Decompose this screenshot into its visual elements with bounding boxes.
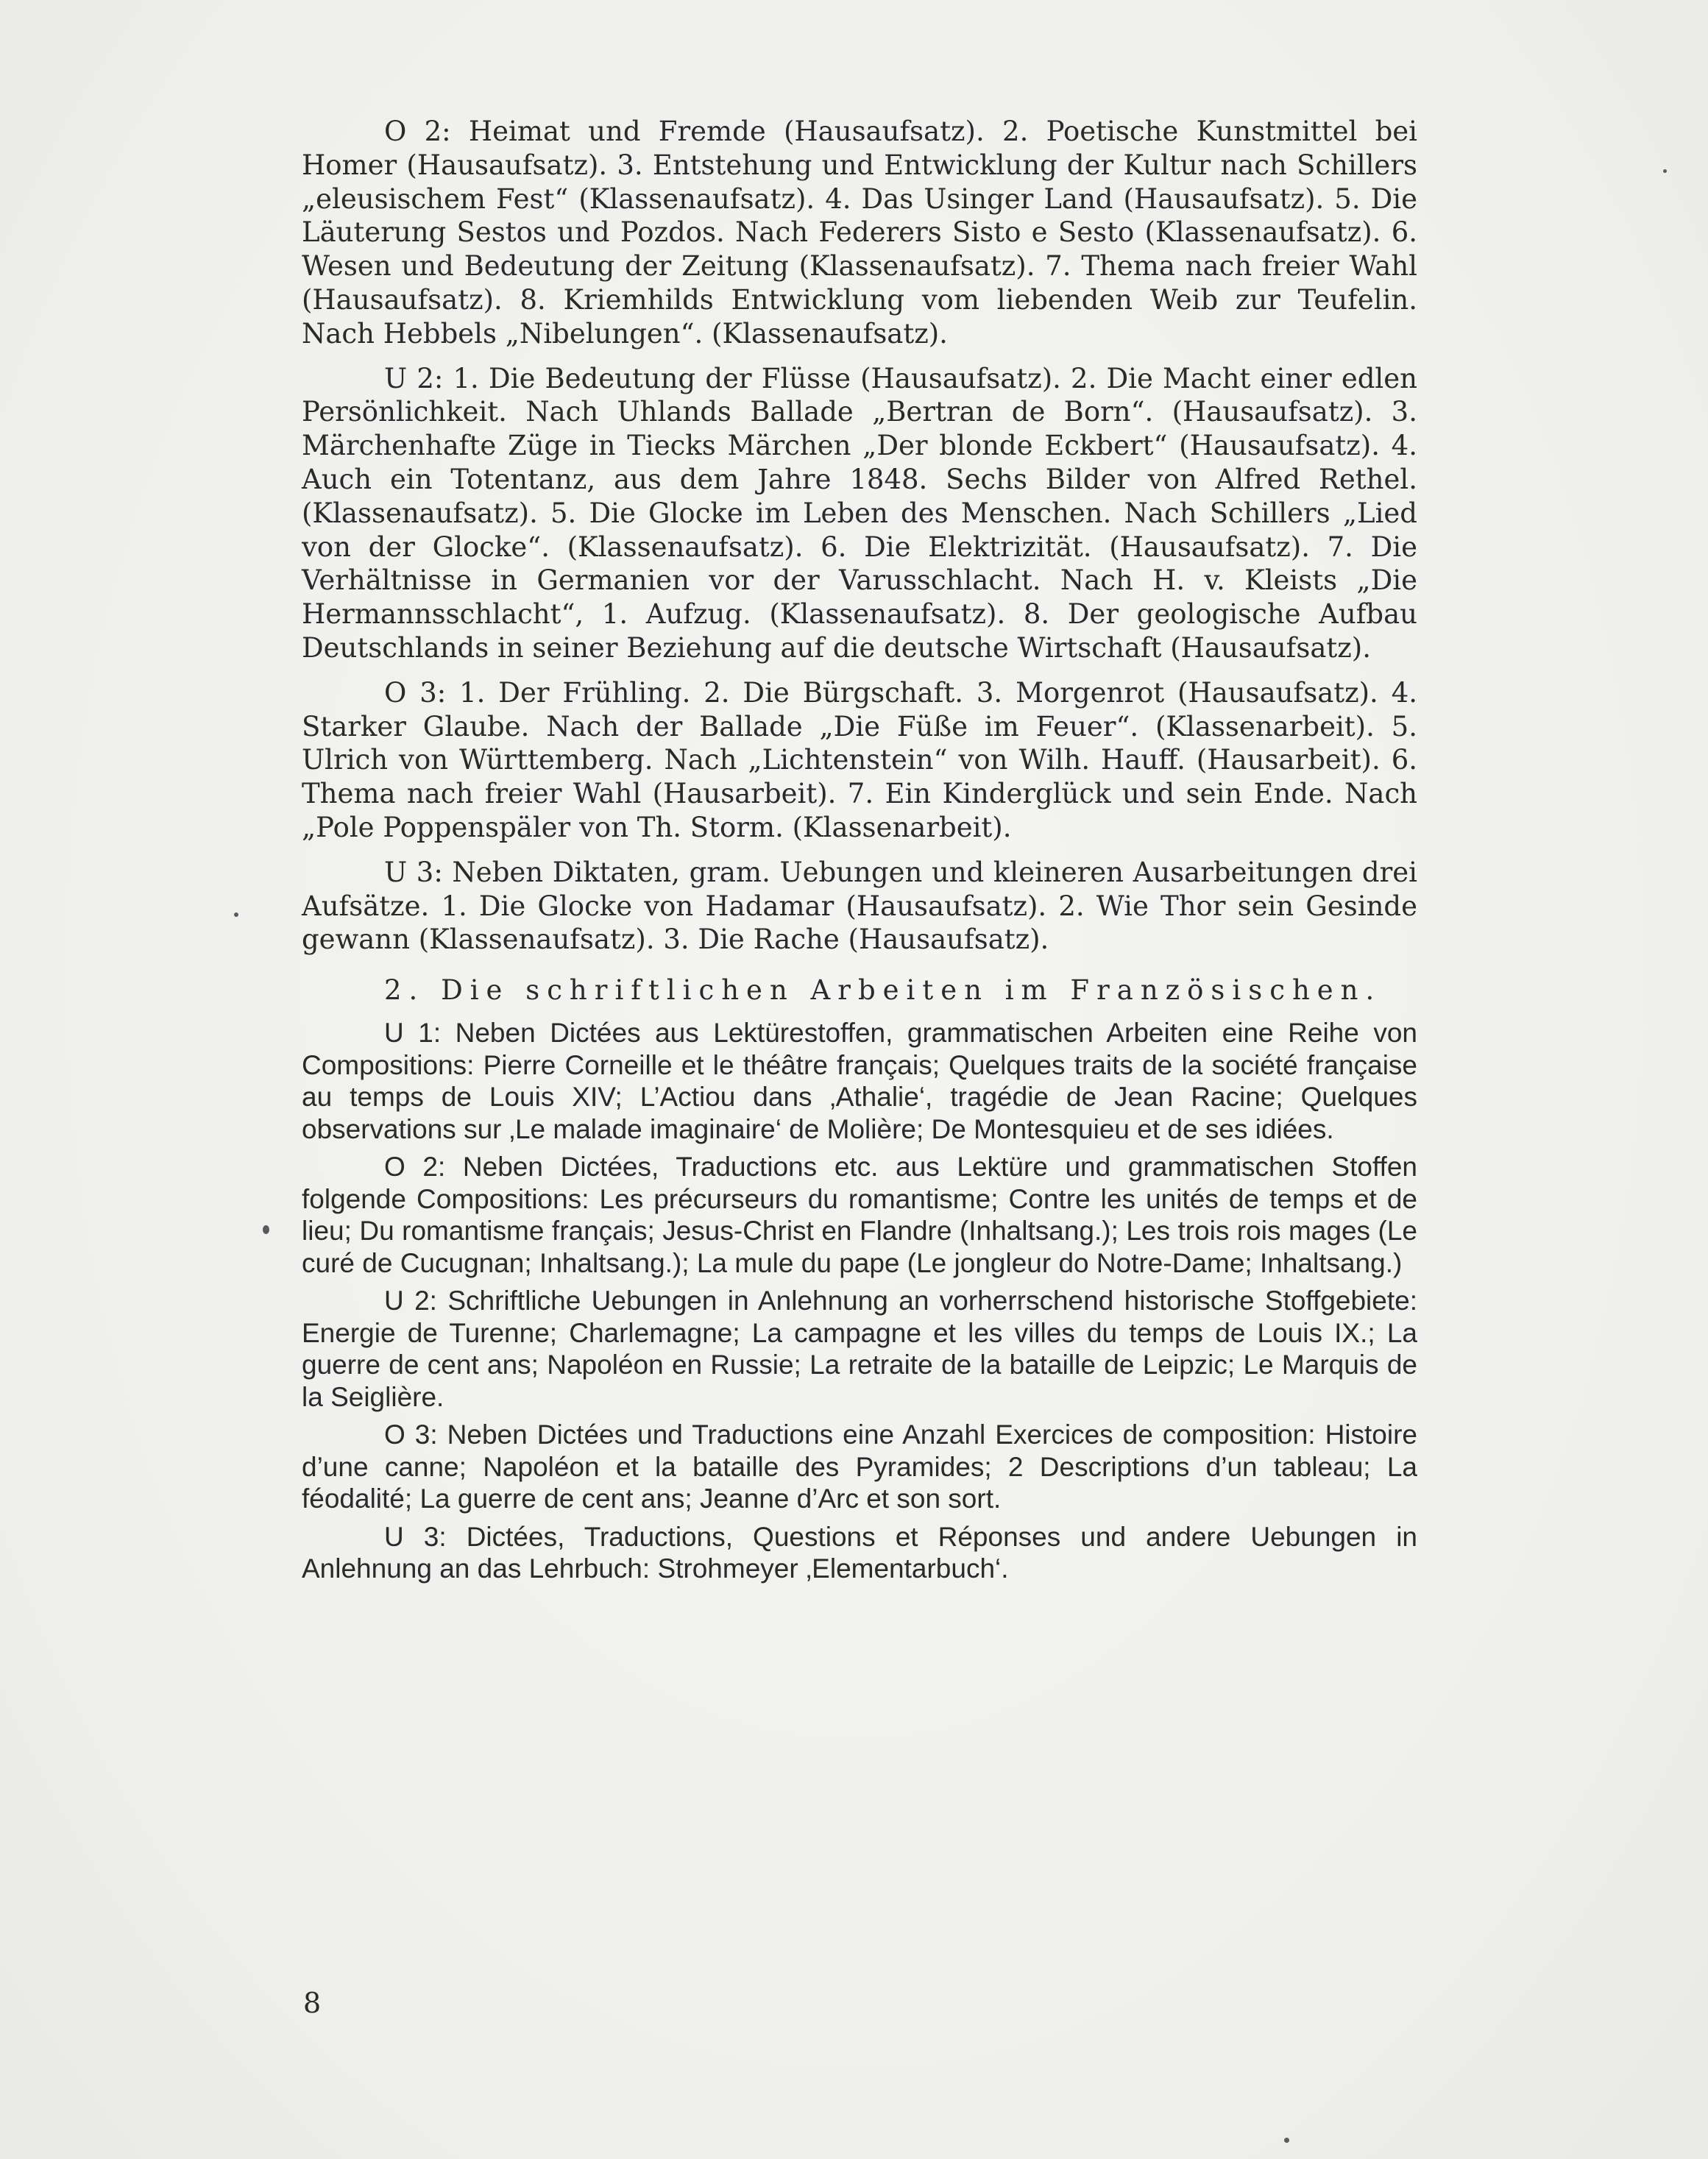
paper-speck bbox=[1663, 169, 1667, 173]
paragraph-o3-french: O 3: Neben Dictées und Traductions eine Anzahl Exercices de composition: Histoire d’une canne; Napoléon et la bataille des Pyramides; 2 Descriptions d’un tableau; La féodalité; La guerre de cent ans; Jeanne d’Arc et son sort. bbox=[302, 1419, 1417, 1514]
paragraph-u3-german: U 3: Neben Diktaten, gram. Uebungen und kleineren Ausarbeitungen drei Aufsätze. 1. Die Glocke von Hadamar (Hausaufsatz). 2. Wie Thor sein Gesinde gewann (Klassenaufsatz). 3. Die Rache (Hausaufsatz). bbox=[302, 856, 1417, 956]
paragraph-o2-french: O 2: Neben Dictées, Traductions etc. aus Lektüre und grammatischen Stoffen folgende Compositions: Les précurseurs du romantisme; Contre les unités de temps et de lieu; Du romantisme français; Jesus-Christ en Flandre (Inhaltsang.); Les trois rois mages (Le curé de Cucugnan; Inhaltsang.); La mule du pape (Le jongleur do Notre-Dame; Inhaltsang.) bbox=[302, 1152, 1417, 1278]
paragraph-u3-french: U 3: Dictées, Traductions, Questions et Réponses und andere Uebungen in Anlehnung an das Lehrbuch: Strohmeyer ‚Elementarbuch‘. bbox=[302, 1521, 1417, 1584]
paragraph-u2-french: U 2: Schriftliche Uebungen in Anlehnung an vorherrschend historische Stoffgebiete: Energie de Turenne; Charlemagne; La campagne et les villes du temps de Louis IX.; La guerre de cent ans; Napoléon en Russie; La retraite de la bataille de Leipzic; Le Marquis de la Seiglière. bbox=[302, 1286, 1417, 1412]
german-essays-section bbox=[302, 115, 1417, 957]
french-essays-section bbox=[302, 1017, 1417, 1585]
paper-speck bbox=[234, 912, 238, 917]
paragraph-o2-german: O 2: Heimat und Fremde (Hausaufsatz). 2. Poetische Kunstmittel bei Homer (Hausaufsatz). 3. Entstehung und Entwicklung der Kultur nach Schillers „eleusischem Fest“ (Klassenaufsatz). 4. Das Usinger Land (Hausaufsatz). 5. Die Läuterung Sestos und Pozdos. Nach Federers Sisto e Sesto (Klassenaufsatz). 6. Wesen und Bedeutung der Zeitung (Klassenaufsatz). 7. Thema nach freier Wahl (Hausaufsatz). 8. Kriemhilds Entwicklung vom liebenden Weib zur Teufelin. Nach Hebbels „Nibelungen“. (Klassenaufsatz). bbox=[302, 116, 1417, 350]
paragraph-u2-german: U 2: 1. Die Bedeutung der Flüsse (Hausaufsatz). 2. Die Macht einer edlen Persönlichkeit. Nach Uhlands Ballade „Bertran de Born“. (Hausaufsatz). 3. Märchenhafte Züge in Tiecks Märchen „Der blonde Eckbert“ (Hausaufsatz). 4. Auch ein Totentanz, aus dem Jahre 1848. Sechs Bilder von Alfred Rethel. (Klassenaufsatz). 5. Die Glocke im Leben des Menschen. Nach Schillers „Lied von der Glocke“. (Klassenaufsatz). 6. Die Elektrizität. (Hausaufsatz). 7. Die Verhältnisse in Germanien vor der Varusschlacht. Nach H. v. Kleists „Die Hermannsschlacht“, 1. Aufzug. (Klassenaufsatz). 8. Der geologische Aufbau Deutschlands in seiner Beziehung auf die deutsche Wirtschaft (Hausaufsatz). bbox=[302, 362, 1417, 664]
paragraph-u1-french: U 1: Neben Dictées aus Lektürestoffen, grammatischen Arbeiten eine Reihe von Compositions: Pierre Corneille et le théâtre français; Quelques traits de la société française au temps de Louis XIV; L’Actiou dans ‚Athalie‘, tragédie de Jean Racine; Quelques observations sur ‚Le malade imaginaire‘ de Molière; De Montesquieu et de ses idiées. bbox=[302, 1018, 1417, 1144]
paper-speck bbox=[1284, 2138, 1289, 2143]
page-number: 8 bbox=[303, 1987, 322, 2019]
paragraph-o3-german: O 3: 1. Der Frühling. 2. Die Bürgschaft. 3. Morgenrot (Hausaufsatz). 4. Starker Glaube. Nach der Ballade „Die Füße im Feuer“. (Klassenarbeit). 5. Ulrich von Württemberg. Nach „Lichtenstein“ von Wilh. Hauff. (Hausarbeit). 6. Thema nach freier Wahl (Hausarbeit). 7. Ein Kinderglück und sein Ende. Nach „Pole Poppenspäler von Th. Storm. (Klassenarbeit). bbox=[302, 676, 1417, 843]
section-heading-french: 2. Die schriftlichen Arbeiten im Französischen. bbox=[384, 974, 1382, 1006]
paper-speck bbox=[263, 1225, 269, 1234]
